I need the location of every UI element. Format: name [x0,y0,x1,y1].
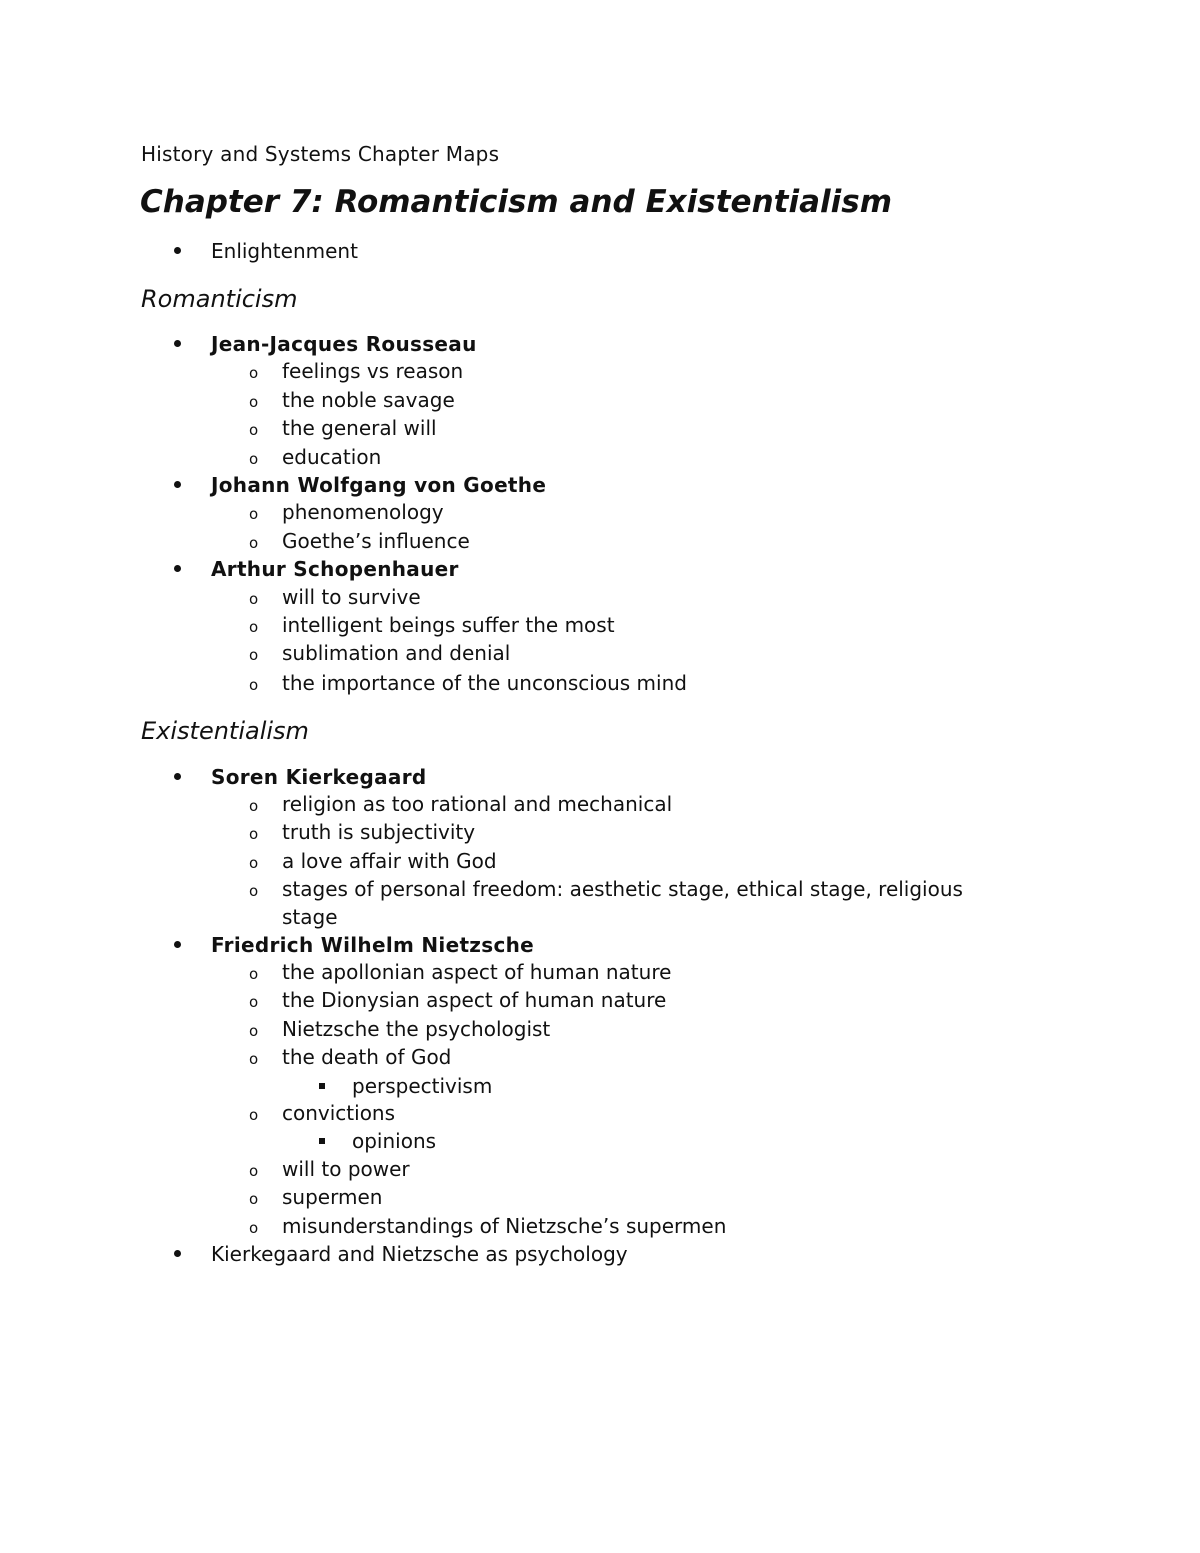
bullet-icon [174,481,181,488]
sub-list-item-label: sublimation and denial [282,641,511,665]
sub-list-item-label: education [282,445,382,469]
list-item-label: Jean-Jacques Rousseau [211,332,477,356]
hollow-bullet-icon: o [249,450,259,468]
list-item-label: Soren Kierkegaard [211,765,427,789]
sub-list-item-label: will to survive [282,585,421,609]
sub-list-item-label: will to power [282,1157,410,1181]
hollow-bullet-icon: o [249,393,259,411]
hollow-bullet-icon: o [249,534,259,552]
square-bullet-icon [319,1138,325,1144]
sub-sub-list-item [352,1072,492,1100]
sub-list-item [249,847,497,875]
hollow-bullet-icon: o [249,590,259,608]
sub-list-item-label: the Dionysian aspect of human nature [282,988,667,1012]
sub-list-item [249,357,464,385]
sub-list-item [249,386,455,414]
bullet-icon [174,1250,181,1257]
sub-list-item-label: stages of personal freedom: aesthetic stage, ethical stage, religious [282,877,963,901]
sub-list-item-label: Goethe’s influence [282,529,470,553]
sub-list-item-label: a love affair with God [282,849,497,873]
list-item-label: Kierkegaard and Nietzsche as psychology [211,1242,628,1266]
sub-list-item [249,1212,727,1240]
hollow-bullet-icon: o [249,1219,259,1237]
hollow-bullet-icon: o [249,676,259,694]
sub-list-item-label: feelings vs reason [282,359,464,383]
bullet-icon [174,773,181,780]
hollow-bullet-icon: o [249,421,259,439]
sub-list-item [249,527,470,555]
sub-list-item-label: religion as too rational and mechanical [282,792,673,816]
sub-sub-list-item-label: opinions [352,1129,437,1153]
section-heading-existentialism: Existentialism [141,717,309,745]
sub-list-item-label: stage [282,905,338,929]
sub-list-item-label: misunderstandings of Nietzsche’s supermen [282,1214,727,1238]
hollow-bullet-icon: o [249,825,259,843]
list-item-schopenhauer [211,555,459,583]
document-title: History and Systems Chapter Maps [141,142,500,166]
sub-list-item [249,583,421,611]
hollow-bullet-icon: o [249,1050,259,1068]
sub-list-item [249,1043,452,1071]
sub-list-item [249,875,963,903]
sub-list-item [249,1183,383,1211]
hollow-bullet-icon: o [249,1162,259,1180]
hollow-bullet-icon: o [249,1022,259,1040]
sub-list-item [249,639,511,667]
sub-list-item-label: the noble savage [282,388,455,412]
sub-list-item [249,818,476,846]
bullet-icon [174,340,181,347]
sub-list-item-label: the general will [282,416,437,440]
sub-list-item [249,669,687,697]
sub-list-item [249,986,667,1014]
list-item [211,237,358,265]
list-item-rousseau [211,330,477,358]
hollow-bullet-icon: o [249,618,259,636]
sub-list-item [249,958,672,986]
list-item-label: Arthur Schopenhauer [211,557,459,581]
list-item-label: Johann Wolfgang von Goethe [211,473,547,497]
bullet-icon [174,247,181,254]
hollow-bullet-icon: o [249,965,259,983]
sub-list-item-label: intelligent beings suffer the most [282,613,615,637]
sub-list-item [249,611,615,639]
hollow-bullet-icon: o [249,505,259,523]
sub-list-item-label: the death of God [282,1045,452,1069]
sub-list-item [249,1015,551,1043]
sub-list-item [249,443,382,471]
list-item-kierkegaard-nietzsche [211,1240,628,1268]
sub-list-item-continuation [282,903,338,931]
sub-list-item-label: Nietzsche the psychologist [282,1017,551,1041]
list-item-label: Enlightenment [211,239,358,263]
bullet-icon [174,565,181,572]
sub-list-item-label: the apollonian aspect of human nature [282,960,672,984]
sub-list-item-label: supermen [282,1185,383,1209]
chapter-heading: Chapter 7: Romanticism and Existentialism [140,184,893,220]
sub-list-item [249,414,437,442]
square-bullet-icon [319,1083,325,1089]
sub-list-item [249,1155,410,1183]
sub-list-item-label: convictions [282,1101,396,1125]
hollow-bullet-icon: o [249,1106,259,1124]
hollow-bullet-icon: o [249,646,259,664]
bullet-icon [174,941,181,948]
section-heading-romanticism: Romanticism [141,285,298,313]
hollow-bullet-icon: o [249,854,259,872]
hollow-bullet-icon: o [249,882,259,900]
sub-list-item [249,498,444,526]
hollow-bullet-icon: o [249,1190,259,1208]
list-item-kierkegaard [211,763,426,791]
sub-list-item [249,790,673,818]
hollow-bullet-icon: o [249,993,259,1011]
sub-list-item [249,1099,396,1127]
sub-sub-list-item [352,1127,436,1155]
list-item-nietzsche [211,931,534,959]
list-item-goethe [211,471,546,499]
hollow-bullet-icon: o [249,364,259,382]
sub-list-item-label: the importance of the unconscious mind [282,671,687,695]
sub-sub-list-item-label: perspectivism [352,1074,493,1098]
hollow-bullet-icon: o [249,797,259,815]
sub-list-item-label: phenomenology [282,500,444,524]
list-item-label: Friedrich Wilhelm Nietzsche [211,933,535,957]
sub-list-item-label: truth is subjectivity [282,820,476,844]
